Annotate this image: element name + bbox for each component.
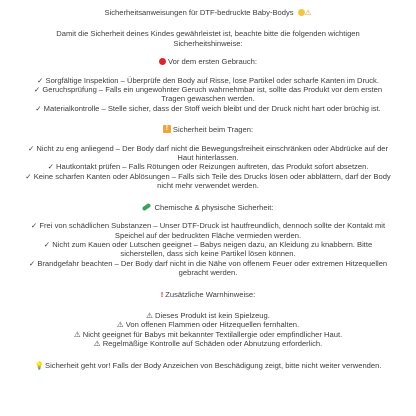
exclamation-icon: !	[160, 289, 164, 299]
warning-sign-icon	[163, 125, 171, 133]
section-heading-extra-warnings	[3, 290, 413, 299]
wearing-line: ✓ Keine scharfen Kanten oder Ablösungen – Falls sich Teile des Drucks lösen oder abblättern, darf der Body	[25, 171, 391, 181]
section-heading-text: Zusätzliche Warnhinweise:	[165, 289, 256, 299]
document-title	[3, 8, 413, 17]
red-circle-icon	[159, 58, 166, 65]
before-use-line: Tragen gewaschen werden.	[161, 94, 255, 104]
section-heading-chemical	[3, 203, 413, 212]
footer-text: Sicherheit geht vor! Falls der Body Anzeichen von Beschädigung zeigt, bitte nicht weiter verwenden.	[45, 360, 382, 370]
lightbulb-icon: 💡	[34, 360, 45, 370]
pill-icon	[142, 202, 152, 210]
warning-icon: ⚠	[304, 8, 312, 17]
wearing-line: nicht mehr verwendet werden.	[157, 181, 259, 191]
chemical-line: sicherstellen, dass sich keine Partikel lösen können.	[120, 249, 296, 259]
footer-note	[3, 361, 413, 370]
wearing-line: ✓ Hautkontakt prüfen – Falls Rötungen oder Reizungen auftreten, das Produkt sofort absetzen.	[47, 162, 369, 172]
title-text: Sicherheitsanweisungen für DTF-bedruckte Baby-Bodys	[104, 8, 294, 17]
section-heading-text: Sicherheit beim Tragen:	[172, 125, 254, 135]
before-use-line: ✓ Geruchsprüfung – Falls ein ungewohnter Geruch wahrnehmbar ist, sollte das Produkt vor dem ersten	[33, 85, 383, 95]
before-use-line: ✓ Materialkontrolle – Stelle sicher, dass der Stoff weich bleibt und der Druck nicht hart oder brüchig ist.	[35, 103, 381, 113]
intro-line-2: Sicherheitshinweise:	[173, 38, 243, 48]
extra-warning-line: ⚠ Nicht geeignet für Babys mit bekannter Textilallergie oder empfindlicher Haut.	[73, 329, 343, 339]
extra-warning-line: ⚠ Regelmäßige Kontrolle auf Schäden oder Abnutzung erforderlich.	[93, 339, 323, 349]
before-use-line: ✓ Sorgfältige Inspektion – Überprüfe den Body auf Risse, lose Partikel oder scharfe Kanten im Druck.	[37, 75, 379, 85]
chemical-line: gebracht werden.	[178, 268, 238, 278]
chemical-line: ✓ Frei von schädlichen Substanzen – Unser DTF-Druck ist hautfreundlich, dennoch sollte der Kontakt mit	[30, 221, 386, 231]
extra-warning-line: ⚠ Dieses Produkt ist kein Spielzeug.	[146, 310, 270, 320]
chemical-line: ✓ Brandgefahr beachten – Der Body darf nicht in die Nähe von offenem Feuer oder extremen Hitzequellen	[28, 258, 388, 268]
section-heading-text: Chemische & physische Sicherheit:	[154, 202, 274, 212]
chemical-line: Speichel auf der bedruckten Fläche vermieden werden.	[114, 230, 302, 240]
section-heading-text: Vor dem ersten Gebrauch:	[167, 57, 258, 67]
wearing-line: Haut hinterlassen.	[177, 153, 239, 163]
smiley-icon	[298, 9, 305, 16]
section-heading-before-use	[3, 57, 413, 66]
wearing-line: ✓ Nicht zu eng anliegend – Der Body darf nicht die Bewegungsfreiheit einschränken oder Abdrücke auf der	[27, 143, 389, 153]
section-heading-wearing	[3, 125, 413, 134]
extra-warning-line: ⚠ Von offenen Flammen oder Hitzequellen fernhalten.	[116, 320, 300, 330]
intro-line-1: Damit die Sicherheit deines Kindes gewährleistet ist, beachte bitte die folgenden wichtigen	[56, 29, 360, 39]
chemical-line: ✓ Nicht zum Kauen oder Lutschen geeignet – Babys neigen dazu, an Kleidung zu knabbern. Bitte	[43, 239, 373, 249]
